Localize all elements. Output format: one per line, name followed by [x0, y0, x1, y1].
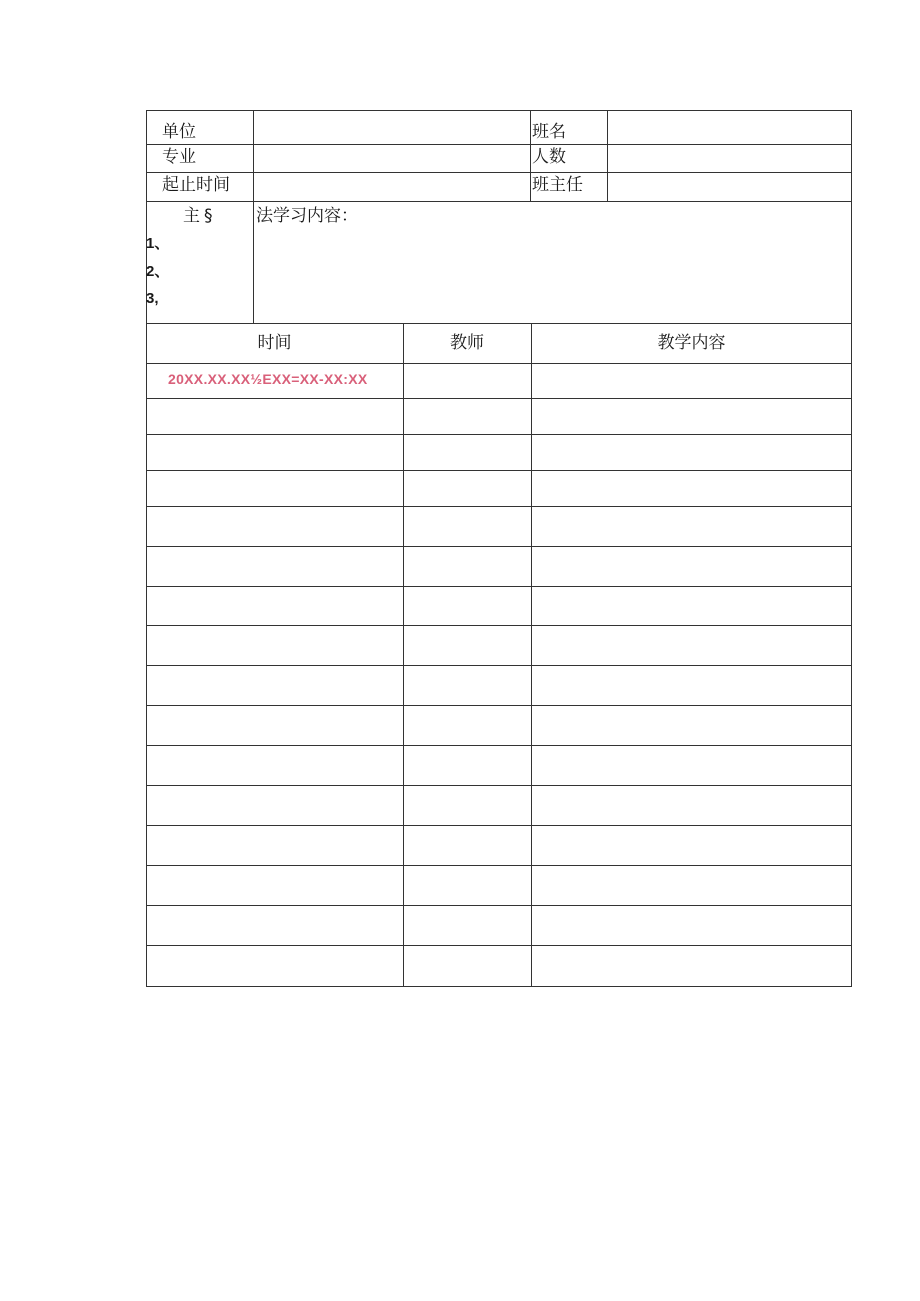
teaching-content-cell[interactable] [531, 363, 852, 398]
unit-value-field[interactable] [254, 111, 530, 144]
teaching-content-cell[interactable] [531, 665, 852, 705]
major-label: 专业 [162, 147, 196, 167]
teacher-cell[interactable] [403, 586, 531, 625]
time-cell[interactable] [146, 506, 403, 546]
head-teacher-label: 班主任 [532, 175, 583, 195]
divider [530, 110, 531, 201]
divider [146, 323, 852, 324]
table-row [146, 745, 852, 785]
time-cell[interactable] [146, 745, 403, 785]
table-row [146, 398, 852, 434]
period-value-field[interactable] [254, 173, 530, 201]
table-row [146, 945, 852, 987]
table-row [146, 363, 852, 398]
teacher-cell[interactable] [403, 745, 531, 785]
teacher-cell[interactable] [403, 398, 531, 434]
teacher-header: 教师 [450, 333, 484, 353]
time-cell[interactable] [146, 434, 403, 470]
table-row [146, 785, 852, 825]
teaching-content-cell[interactable] [531, 586, 852, 625]
teaching-content-cell[interactable] [531, 625, 852, 665]
divider [146, 201, 852, 202]
teacher-cell[interactable] [403, 625, 531, 665]
time-cell[interactable] [146, 363, 403, 398]
content-text-area[interactable] [254, 228, 851, 323]
table-row [146, 905, 852, 945]
time-cell[interactable] [146, 665, 403, 705]
time-cell[interactable] [146, 825, 403, 865]
teaching-content-cell[interactable] [531, 785, 852, 825]
table-row [146, 470, 852, 506]
teaching-content-cell[interactable] [531, 398, 852, 434]
teacher-cell[interactable] [403, 705, 531, 745]
teacher-cell[interactable] [403, 434, 531, 470]
teacher-cell[interactable] [403, 506, 531, 546]
first-time-value: 20XX.XX.XX½EXX=XX-XX:XX [168, 371, 368, 387]
teacher-cell[interactable] [403, 825, 531, 865]
time-cell[interactable] [146, 470, 403, 506]
headcount-value-field[interactable] [608, 145, 851, 172]
time-cell[interactable] [146, 546, 403, 586]
table-row [146, 434, 852, 470]
table-row [146, 506, 852, 546]
table-row [146, 825, 852, 865]
teaching-content-cell[interactable] [531, 945, 852, 987]
table-row [146, 705, 852, 745]
teaching-content-cell[interactable] [531, 434, 852, 470]
teacher-cell[interactable] [403, 865, 531, 905]
teaching-content-cell[interactable] [531, 865, 852, 905]
teaching-content-cell[interactable] [531, 546, 852, 586]
teacher-cell[interactable] [403, 665, 531, 705]
time-cell[interactable] [146, 905, 403, 945]
time-cell[interactable] [146, 705, 403, 745]
teaching-content-cell[interactable] [531, 470, 852, 506]
unit-label: 单位 [162, 122, 196, 142]
teaching-content-cell[interactable] [531, 825, 852, 865]
teaching-content-cell[interactable] [531, 745, 852, 785]
table-row [146, 586, 852, 625]
class-name-value-field[interactable] [608, 111, 851, 144]
time-cell[interactable] [146, 625, 403, 665]
teaching-content-cell[interactable] [531, 705, 852, 745]
time-cell[interactable] [146, 785, 403, 825]
teacher-cell[interactable] [403, 546, 531, 586]
table-row [146, 546, 852, 586]
teacher-cell[interactable] [403, 470, 531, 506]
major-value-field[interactable] [254, 145, 530, 172]
content-item-2: 2、 [146, 263, 170, 280]
head-teacher-value-field[interactable] [608, 173, 851, 201]
content-item-3: 3, [146, 290, 159, 307]
class-name-label: 班名 [532, 122, 566, 142]
table-row [146, 865, 852, 905]
teacher-cell[interactable] [403, 905, 531, 945]
teacher-cell[interactable] [403, 945, 531, 987]
table-row [146, 665, 852, 705]
period-label: 起止时间 [162, 175, 230, 195]
teacher-cell[interactable] [403, 785, 531, 825]
time-cell[interactable] [146, 865, 403, 905]
teaching-content-cell[interactable] [531, 905, 852, 945]
teaching-content-header: 教学内容 [657, 333, 726, 353]
time-cell[interactable] [146, 398, 403, 434]
content-left-label: 主§ [183, 206, 217, 226]
headcount-label: 人数 [532, 147, 566, 167]
time-header: 时间 [257, 333, 292, 353]
time-cell[interactable] [146, 586, 403, 625]
course-record-form [146, 110, 852, 987]
teaching-content-cell[interactable] [531, 506, 852, 546]
time-cell[interactable] [146, 945, 403, 987]
teacher-cell[interactable] [403, 363, 531, 398]
content-right-label: 法学习内容： [256, 206, 358, 226]
table-row [146, 625, 852, 665]
content-item-1: 1、 [146, 235, 170, 252]
